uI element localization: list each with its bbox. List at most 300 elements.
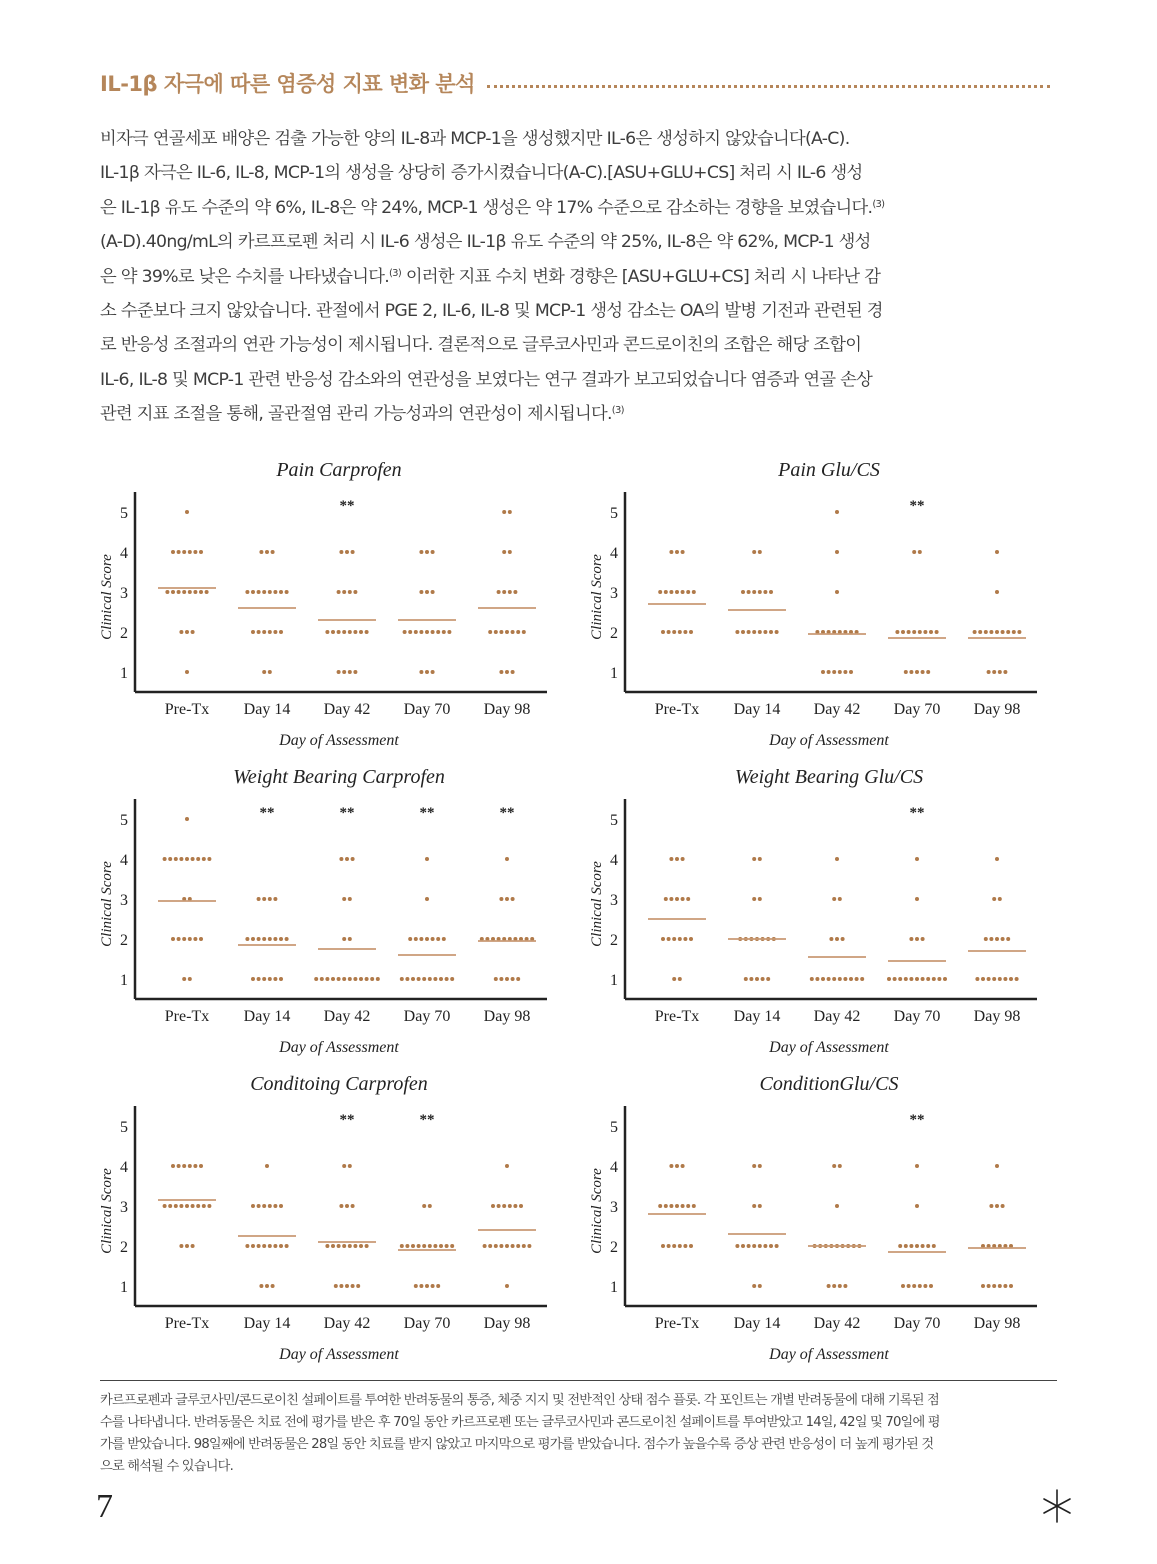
y-tick-label: 3 — [120, 585, 128, 602]
data-point — [165, 590, 169, 594]
data-point — [505, 977, 509, 981]
x-tick-label: Day 98 — [483, 701, 531, 718]
data-point — [177, 590, 181, 594]
body-line: IL-6, IL-8 및 MCP-1 관련 반응성 감소와의 연관성을 보였다는 연구 결과가 보고되었습니다 염증과 연골 손상 — [100, 369, 873, 390]
chart-title: Weight Bearing Carprofen — [233, 766, 445, 788]
data-point — [450, 1244, 454, 1248]
data-point — [285, 590, 289, 594]
data-point — [353, 630, 357, 634]
data-point — [1001, 630, 1005, 634]
data-point — [342, 1164, 346, 1168]
significance-marker: ** — [339, 805, 355, 821]
data-point — [342, 590, 346, 594]
data-point — [835, 590, 839, 594]
significance-marker: ** — [909, 805, 925, 821]
x-tick-label: Day 98 — [973, 701, 1021, 718]
data-point — [992, 1284, 996, 1288]
data-point — [425, 630, 429, 634]
data-point — [245, 937, 249, 941]
data-point — [527, 1244, 531, 1248]
significance-marker: ** — [339, 498, 355, 514]
chart-svg — [585, 759, 1055, 1059]
data-point — [191, 1244, 195, 1248]
significance-marker: ** — [259, 805, 275, 821]
data-point — [909, 1244, 913, 1248]
data-point — [992, 897, 996, 901]
data-point — [408, 630, 412, 634]
data-point — [196, 1204, 200, 1208]
data-point — [251, 1244, 255, 1248]
data-point — [339, 857, 343, 861]
data-point — [838, 1284, 842, 1288]
data-point — [345, 1204, 349, 1208]
data-point — [832, 977, 836, 981]
caption-line: 가를 받았습니다. 98일째에 반려동물은 28일 동안 치료를 받지 않았고 마지막으로 평가를 받았습니다. 점수가 높을수록 증상 관련 반응성이 더 높게 평가된 것 — [100, 1437, 934, 1452]
data-point — [251, 630, 255, 634]
y-tick-label: 1 — [120, 1279, 128, 1296]
data-point — [973, 630, 977, 634]
data-point — [984, 630, 988, 634]
data-point — [669, 550, 673, 554]
data-point — [508, 590, 512, 594]
data-point — [915, 1164, 919, 1168]
data-point — [904, 977, 908, 981]
data-point — [365, 977, 369, 981]
data-point — [439, 977, 443, 981]
x-tick-label: Day 42 — [323, 701, 371, 718]
data-point — [417, 1244, 421, 1248]
reference-mark: (3) — [388, 267, 402, 279]
data-point — [182, 977, 186, 981]
data-point — [505, 857, 509, 861]
data-point — [348, 937, 352, 941]
data-point — [926, 977, 930, 981]
data-point — [769, 1244, 773, 1248]
data-point — [995, 1164, 999, 1168]
data-point — [1001, 937, 1005, 941]
chart-condition-glu-cs — [585, 1066, 1055, 1366]
data-point — [915, 857, 919, 861]
data-point — [273, 1244, 277, 1248]
data-point — [989, 937, 993, 941]
y-axis-label: Clinical Score — [99, 1168, 115, 1254]
figure-caption — [100, 1390, 1060, 1478]
data-point — [752, 1284, 756, 1288]
data-point — [689, 937, 693, 941]
data-point — [692, 590, 696, 594]
data-point — [681, 897, 685, 901]
y-tick-label: 4 — [610, 852, 618, 869]
data-point — [207, 1204, 211, 1208]
data-point — [345, 1284, 349, 1288]
data-point — [182, 937, 186, 941]
data-point — [483, 1244, 487, 1248]
data-point — [998, 897, 1002, 901]
data-point — [259, 550, 263, 554]
significance-marker: ** — [339, 1112, 355, 1128]
data-point — [265, 1164, 269, 1168]
data-point — [505, 630, 509, 634]
data-point — [918, 1284, 922, 1288]
data-point — [505, 1244, 509, 1248]
data-point — [678, 937, 682, 941]
x-axis-label: Day of Assessment — [279, 732, 399, 749]
data-point — [494, 1244, 498, 1248]
data-point — [268, 590, 272, 594]
data-point — [681, 1164, 685, 1168]
data-point — [337, 977, 341, 981]
data-point — [182, 1164, 186, 1168]
data-point — [342, 670, 346, 674]
data-point — [932, 1244, 936, 1248]
data-point — [428, 1244, 432, 1248]
data-point — [755, 977, 759, 981]
data-point — [516, 630, 520, 634]
data-point — [257, 590, 261, 594]
data-point — [265, 550, 269, 554]
data-point — [419, 670, 423, 674]
chart-svg — [585, 452, 1055, 752]
data-point — [835, 857, 839, 861]
data-point — [285, 1244, 289, 1248]
y-tick-label: 4 — [120, 852, 128, 869]
data-point — [827, 1284, 831, 1288]
data-point — [895, 630, 899, 634]
data-point — [348, 590, 352, 594]
y-tick-label: 5 — [120, 812, 128, 829]
data-point — [351, 857, 355, 861]
data-point — [672, 630, 676, 634]
body-line: (A-D).40ng/mL의 카르프로펜 처리 시 IL-6 생성은 IL-1β 유도 수준의 약 25%, IL-8은 약 62%, MCP-1 생성 — [100, 232, 871, 253]
asterisk-ornament-icon — [1040, 1488, 1074, 1524]
data-point — [207, 857, 211, 861]
data-point — [502, 1204, 506, 1208]
data-point — [202, 1204, 206, 1208]
data-point — [425, 670, 429, 674]
data-point — [669, 1204, 673, 1208]
data-point — [675, 1204, 679, 1208]
data-point — [502, 550, 506, 554]
data-point — [1003, 1284, 1007, 1288]
data-point — [185, 1244, 189, 1248]
y-tick-label: 5 — [120, 505, 128, 522]
data-point — [992, 670, 996, 674]
chart-pain-carprofen — [95, 452, 565, 752]
data-point — [400, 977, 404, 981]
data-point — [516, 977, 520, 981]
x-tick-label: Day 70 — [893, 1008, 941, 1025]
data-point — [431, 630, 435, 634]
data-point — [268, 670, 272, 674]
data-point — [359, 630, 363, 634]
data-point — [683, 630, 687, 634]
data-point — [832, 1284, 836, 1288]
x-tick-label: Pre-Tx — [654, 1008, 700, 1025]
data-point — [405, 1244, 409, 1248]
data-point — [849, 670, 853, 674]
x-tick-label: Pre-Tx — [164, 1008, 210, 1025]
data-point — [511, 1244, 515, 1248]
data-point — [918, 630, 922, 634]
x-tick-label: Day 14 — [733, 1008, 781, 1025]
data-point — [251, 937, 255, 941]
data-point — [981, 977, 985, 981]
data-point — [978, 630, 982, 634]
section-header — [100, 68, 1050, 98]
chart-title: ConditionGlu/CS — [759, 1073, 899, 1095]
data-point — [675, 590, 679, 594]
data-point — [499, 897, 503, 901]
data-point — [342, 630, 346, 634]
x-tick-label: Day 14 — [733, 1315, 781, 1332]
data-point — [337, 630, 341, 634]
data-point — [400, 1244, 404, 1248]
data-point — [268, 1244, 272, 1248]
data-point — [901, 1284, 905, 1288]
data-point — [499, 670, 503, 674]
data-point — [499, 977, 503, 981]
chart-title: Conditoing Carprofen — [250, 1073, 428, 1095]
data-point — [251, 1204, 255, 1208]
data-point — [436, 937, 440, 941]
body-line: 비자극 연골세포 배양은 검출 가능한 양의 IL-8과 MCP-1을 생성했지만 IL-6은 생성하지 않았습니다(A-C). — [100, 129, 850, 149]
data-point — [827, 670, 831, 674]
x-tick-label: Day 70 — [403, 1315, 451, 1332]
data-point — [909, 977, 913, 981]
page-number: 7 — [96, 1488, 113, 1525]
data-point — [921, 937, 925, 941]
data-point — [669, 590, 673, 594]
data-point — [356, 1284, 360, 1288]
data-point — [273, 630, 277, 634]
data-point — [887, 977, 891, 981]
data-point — [838, 670, 842, 674]
data-point — [262, 937, 266, 941]
data-point — [744, 977, 748, 981]
data-point — [199, 590, 203, 594]
data-point — [669, 857, 673, 861]
data-point — [752, 590, 756, 594]
data-point — [279, 977, 283, 981]
data-point — [843, 1284, 847, 1288]
data-point — [188, 937, 192, 941]
data-point — [191, 1204, 195, 1208]
chart-weight-bearing-glu-cs — [585, 759, 1055, 1059]
data-point — [193, 1164, 197, 1168]
data-point — [758, 857, 762, 861]
reference-mark: (3) — [611, 405, 624, 417]
data-point — [414, 630, 418, 634]
data-point — [907, 630, 911, 634]
data-point — [348, 630, 352, 634]
data-point — [915, 670, 919, 674]
data-point — [502, 510, 506, 514]
data-point — [279, 590, 283, 594]
data-point — [268, 897, 272, 901]
data-point — [838, 897, 842, 901]
data-point — [422, 1204, 426, 1208]
data-point — [752, 897, 756, 901]
data-point — [370, 977, 374, 981]
data-point — [661, 1244, 665, 1248]
significance-marker: ** — [419, 805, 435, 821]
data-point — [992, 977, 996, 981]
data-point — [915, 1244, 919, 1248]
data-point — [984, 937, 988, 941]
data-point — [422, 977, 426, 981]
data-point — [279, 937, 283, 941]
y-tick-label: 5 — [610, 812, 618, 829]
data-point — [193, 937, 197, 941]
data-point — [689, 1244, 693, 1248]
data-point — [262, 1244, 266, 1248]
data-point — [912, 630, 916, 634]
data-point — [915, 977, 919, 981]
data-point — [494, 630, 498, 634]
data-point — [943, 977, 947, 981]
data-point — [689, 630, 693, 634]
data-point — [273, 590, 277, 594]
data-point — [835, 510, 839, 514]
data-point — [761, 977, 765, 981]
y-tick-label: 2 — [610, 625, 618, 642]
data-point — [268, 1204, 272, 1208]
data-point — [505, 1164, 509, 1168]
data-point — [1001, 1204, 1005, 1208]
data-point — [351, 1204, 355, 1208]
x-tick-label: Day 14 — [243, 701, 291, 718]
data-point — [672, 1244, 676, 1248]
chart-title: Pain Carprofen — [276, 459, 402, 481]
data-point — [975, 977, 979, 981]
data-point — [838, 1164, 842, 1168]
data-point — [177, 1164, 181, 1168]
data-point — [182, 590, 186, 594]
data-point — [331, 1244, 335, 1248]
data-point — [431, 590, 435, 594]
y-axis-label: Clinical Score — [589, 554, 605, 640]
data-point — [271, 550, 275, 554]
data-point — [171, 937, 175, 941]
x-axis-label: Day of Assessment — [769, 732, 889, 749]
data-point — [675, 897, 679, 901]
reference-mark: (3) — [872, 198, 885, 210]
data-point — [257, 937, 261, 941]
data-point — [998, 977, 1002, 981]
data-point — [337, 670, 341, 674]
data-point — [273, 977, 277, 981]
data-point — [431, 1284, 435, 1288]
data-point — [265, 1284, 269, 1288]
data-point — [1003, 977, 1007, 981]
data-point — [508, 550, 512, 554]
x-tick-label: Pre-Tx — [164, 701, 210, 718]
data-point — [163, 857, 167, 861]
data-point — [752, 550, 756, 554]
data-point — [1009, 977, 1013, 981]
data-point — [735, 630, 739, 634]
data-point — [359, 1244, 363, 1248]
data-point — [669, 897, 673, 901]
data-point — [835, 1204, 839, 1208]
y-tick-label: 1 — [120, 972, 128, 989]
chart-title: Pain Glu/CS — [778, 459, 880, 481]
data-point — [488, 1244, 492, 1248]
data-point — [345, 550, 349, 554]
dotted-leader — [487, 85, 1050, 88]
y-tick-label: 4 — [610, 1159, 618, 1176]
significance-marker: ** — [499, 805, 515, 821]
data-point — [425, 897, 429, 901]
x-tick-label: Day 42 — [813, 1315, 861, 1332]
x-tick-label: Day 70 — [893, 701, 941, 718]
data-point — [832, 670, 836, 674]
data-point — [1003, 670, 1007, 674]
data-point — [915, 897, 919, 901]
data-point — [245, 590, 249, 594]
y-tick-label: 2 — [610, 932, 618, 949]
x-tick-label: Day 98 — [973, 1008, 1021, 1025]
y-tick-label: 1 — [610, 665, 618, 682]
data-point — [497, 590, 501, 594]
data-point — [345, 857, 349, 861]
data-point — [353, 670, 357, 674]
x-tick-label: Day 98 — [973, 1315, 1021, 1332]
x-tick-label: Day 42 — [323, 1315, 371, 1332]
y-tick-label: 3 — [610, 585, 618, 602]
chart-title: Weight Bearing Glu/CS — [734, 766, 924, 788]
data-point — [995, 937, 999, 941]
data-point — [758, 897, 762, 901]
data-point — [522, 1244, 526, 1248]
data-point — [995, 857, 999, 861]
data-point — [758, 1284, 762, 1288]
data-point — [325, 1244, 329, 1248]
data-point — [995, 550, 999, 554]
y-tick-label: 1 — [610, 1279, 618, 1296]
data-point — [497, 1204, 501, 1208]
data-point — [989, 1204, 993, 1208]
data-point — [661, 630, 665, 634]
data-point — [348, 1164, 352, 1168]
data-point — [179, 857, 183, 861]
data-point — [334, 1284, 338, 1288]
data-point — [268, 630, 272, 634]
body-line: IL-1β 자극은 IL-6, IL-8, MCP-1의 생성을 상당히 증가시켰습니다(A-C).[ASU+GLU+CS] 처리 시 IL-6 생성 — [100, 163, 863, 184]
data-point — [907, 1284, 911, 1288]
data-point — [439, 1244, 443, 1248]
data-point — [419, 550, 423, 554]
y-tick-label: 3 — [120, 892, 128, 909]
data-point — [259, 1284, 263, 1288]
data-point — [686, 897, 690, 901]
data-point — [511, 897, 515, 901]
chart-pain-glu-cs — [585, 452, 1055, 752]
data-point — [763, 1244, 767, 1248]
data-point — [273, 937, 277, 941]
data-point — [168, 857, 172, 861]
body-line: 은 IL-1β 유도 수준의 약 6%, IL-8은 약 24%, MCP-1 생성은 약 17% 수준으로 감소하는 경향을 보였습니다.$^{(3)}$ — [100, 197, 885, 218]
data-point — [425, 937, 429, 941]
data-point — [741, 590, 745, 594]
data-point — [1015, 977, 1019, 981]
data-point — [433, 977, 437, 981]
caption-line: 수를 나타냅니다. 반려동물은 치료 전에 평가를 받은 후 70일 동안 카르프로펜 또는 글루코사민과 콘드로이친 설페이트를 투여받았고 14일, 42일 및 70일에 평 — [100, 1415, 940, 1430]
data-point — [419, 937, 423, 941]
data-point — [257, 1244, 261, 1248]
caption-divider — [100, 1380, 1057, 1381]
data-point — [408, 937, 412, 941]
